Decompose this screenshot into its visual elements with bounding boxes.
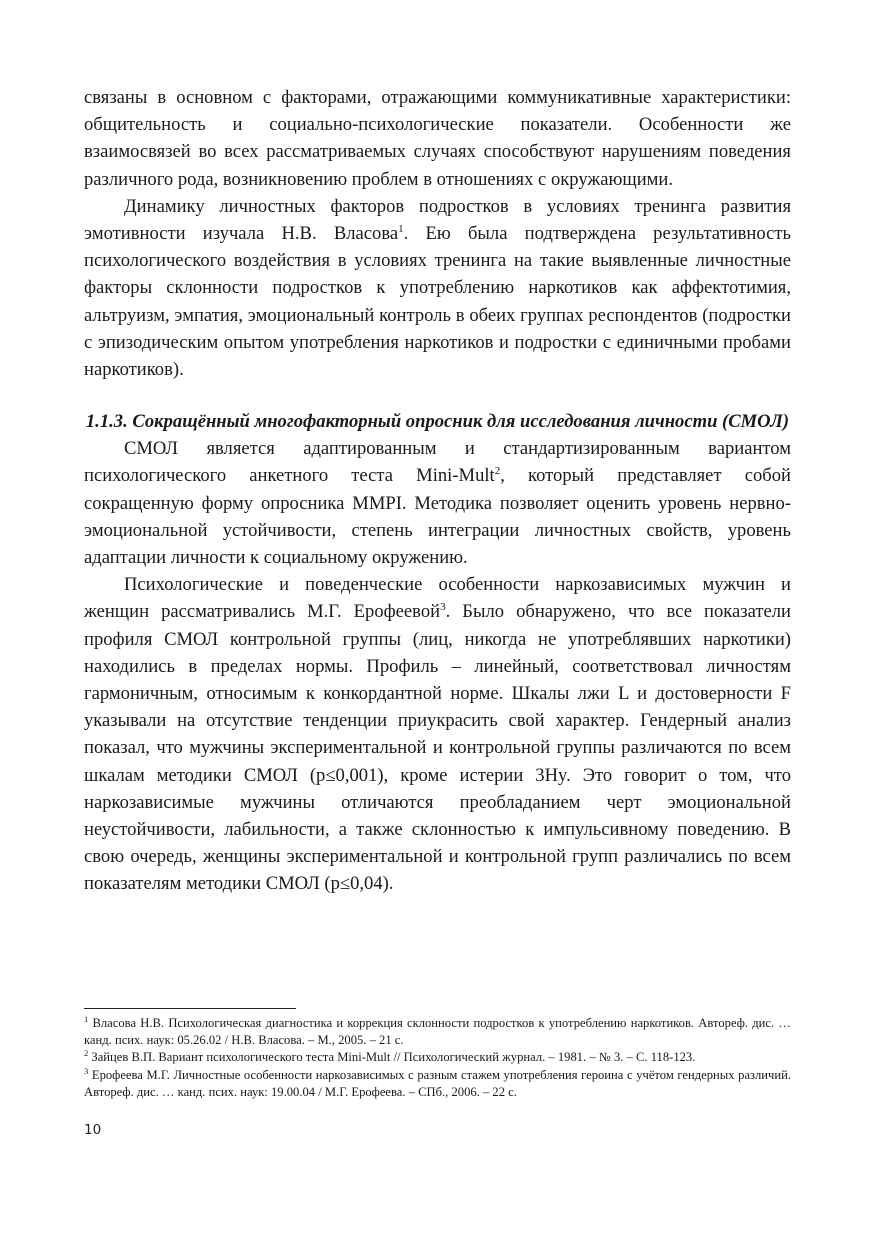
section-heading: 1.1.3. Сокращённый многофакторный опросник для исследования личности (СМОЛ) bbox=[85, 411, 790, 433]
footnote-1 bbox=[84, 1015, 791, 1049]
footnote-text: Ерофеева М.Г. Личностные особенности наркозависимых с разным стажем употребления героина с учётом гендерных различий. Автореф. дис. … канд. псих. наук: 19.00.04 / М.Г. Ерофеева. – СПб., 2006. – 22 с. bbox=[84, 1067, 791, 1099]
footnote-ref-3[interactable]: 3 bbox=[440, 601, 446, 614]
paragraph-text: . Ею была подтверждена результативность психологического воздействия в условиях тренинга на такие выявленные личностные факторы склонности подростков к употреблению наркотиков как аффектотимия, альтруизм, эмпатия, эмоциональный контроль в обеих группах респондентов (подростки с эпизодическим опытом употребления наркотиков и подростки с единичными пробами наркотиков). bbox=[84, 223, 791, 381]
footnotes bbox=[84, 1008, 791, 1101]
paragraph-text: , который представляет собой сокращенную форму опросника MMPI. Методика позволяет оценить уровень нервно-эмоциональной устойчивости, степень интеграции личностных свойств, уровень адаптации личности к социальному окружению. bbox=[84, 465, 791, 569]
paragraph-text: Динамику личностных факторов подростков в условиях тренинга развития эмотивности изучала Н.В. Власова bbox=[84, 195, 791, 245]
paragraph-text: . Было обнаружено, что все показатели профиля СМОЛ контрольной группы (лиц, никогда не употреблявших наркотики) находились в пределах нормы. Профиль – линейный, соответствовал личностям гармоничным, относимым к конкордантной норме. Шкалы лжи L и достоверности F указывали на отсутствие тенденции приукрасить свой характер. Гендерный анализ показал, что мужчины экспериментальной и контрольной группы различаются по всем шкалам методики СМОЛ (p≤0,001), кроме истерии 3Hy. Это говорит о том, что наркозависимые мужчины отличаются преобладанием черт эмоциональной неустойчивости, лабильности, а также склонностью к импульсивному поведению. В свою очередь, женщины экспериментальной и контрольной групп различались по всем показателям методики СМОЛ (p≤0,04). bbox=[84, 601, 791, 895]
paragraph-text: СМОЛ является адаптированным и стандартизированным вариантом психологического анкетного теста Mini-Mult bbox=[84, 438, 791, 487]
footnote-ref-2[interactable]: 2 bbox=[494, 465, 501, 478]
page-number: 10 bbox=[84, 1122, 102, 1138]
footnote-ref-1[interactable]: 1 bbox=[398, 223, 404, 236]
body-paragraph-vlasova bbox=[84, 193, 791, 383]
footnote-text: Власова Н.В. Психологическая диагностика и коррекция склонности подростков к употреблению наркотиков. Автореф. дис. … канд. псих. наук: 05.26.02 / Н.В. Власова. – М., 2005. – 21 с. bbox=[84, 1016, 791, 1048]
footnote-separator bbox=[84, 1008, 296, 1009]
footnote-number: 2 bbox=[84, 1048, 89, 1059]
footnote-number: 1 bbox=[84, 1014, 89, 1024]
footnote-number: 3 bbox=[84, 1065, 89, 1076]
footnote-3 bbox=[84, 1067, 791, 1101]
body-paragraph-erofeeva bbox=[84, 571, 791, 897]
paragraph-text: Психологические и поведенческие особенности наркозависимых мужчин и женщин рассматривались М.Г. Ерофеевой bbox=[84, 574, 791, 623]
page-body bbox=[84, 84, 791, 898]
body-paragraph-smol bbox=[84, 435, 791, 571]
body-paragraph-continued: связаны в основном с факторами, отражающими коммуникативные характеристики: общительность и социально-психологические показатели. Особенности же взаимосвязей во всех рассматриваемых случаях способствуют нарушениям поведения различного рода, возникновению проблем в отношениях с окружающими. bbox=[84, 87, 791, 190]
footnote-2 bbox=[84, 1049, 791, 1066]
footnote-text: Зайцев В.П. Вариант психологического теста Mini-Mult // Психологический журнал. – 1981. – № 3. – С. 118-123. bbox=[88, 1050, 696, 1065]
